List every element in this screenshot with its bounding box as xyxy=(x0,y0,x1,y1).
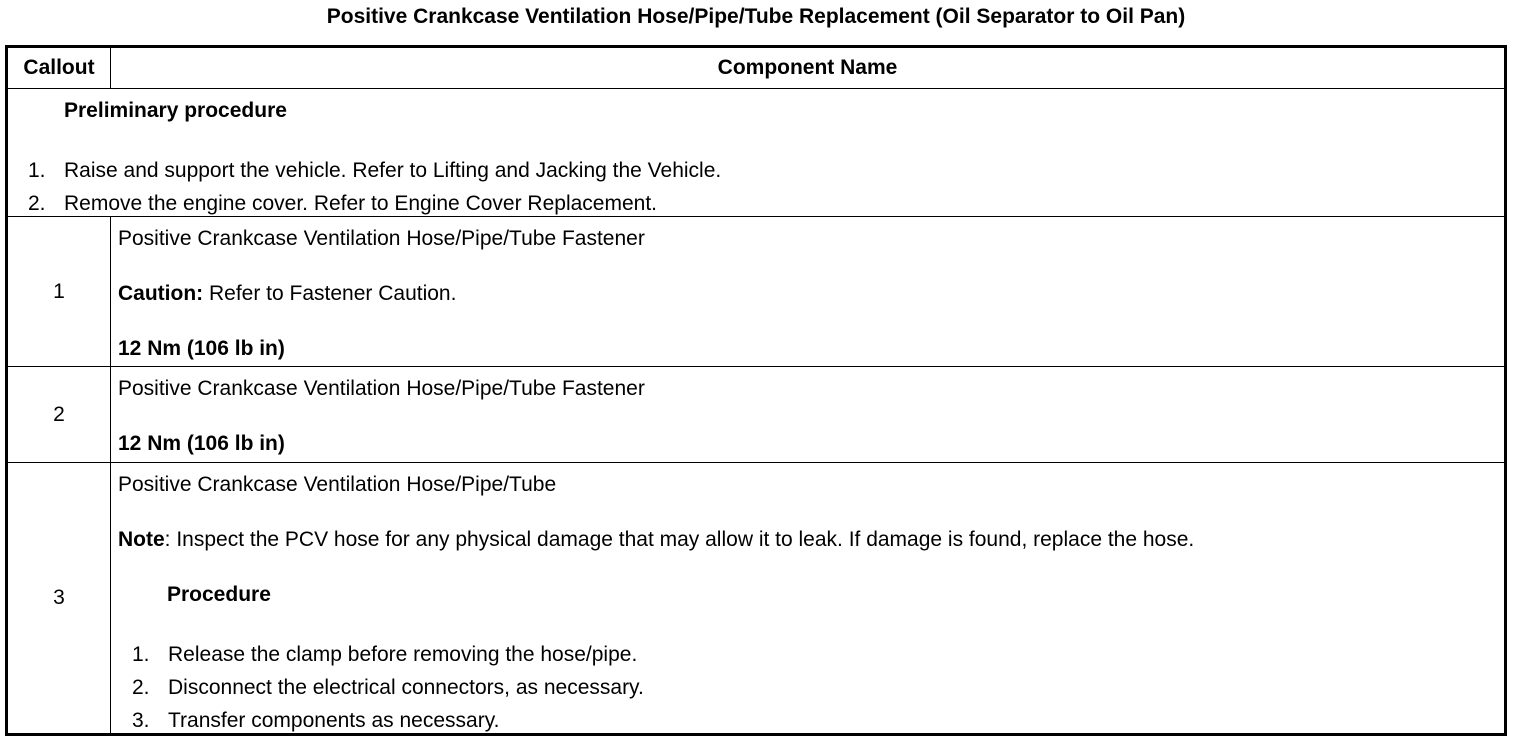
preliminary-cell xyxy=(7,89,1506,217)
step-number: 3. xyxy=(132,709,150,732)
note-label: Note xyxy=(118,528,165,551)
component-name: Positive Crankcase Ventilation Hose/Pipe/Tube Fastener xyxy=(118,377,645,400)
step-number: 1. xyxy=(132,643,150,666)
note-text: : Inspect the PCV hose for any physical damage that may allow it to leak. If damage is found, replace the hose. xyxy=(164,528,1195,551)
component-cell xyxy=(111,367,1506,463)
procedure-section xyxy=(118,583,1504,733)
table-row xyxy=(7,217,1506,367)
preliminary-row xyxy=(7,89,1506,217)
list-item xyxy=(132,671,644,704)
torque-spec: 12 Nm (106 lb in) xyxy=(118,432,285,455)
component-cell xyxy=(111,217,1506,367)
caution-line xyxy=(118,282,1504,306)
page-title: Positive Crankcase Ventilation Hose/Pipe/Tube Replacement (Oil Separator to Oil Pan) xyxy=(326,5,1186,28)
list-item xyxy=(28,187,721,220)
torque-spec: 12 Nm (106 lb in) xyxy=(118,337,285,360)
callout-number: 1 xyxy=(7,217,111,367)
table-row xyxy=(7,367,1506,463)
list-item xyxy=(132,638,644,671)
component-cell xyxy=(111,463,1506,735)
table-row xyxy=(7,463,1506,735)
step-text: Disconnect the electrical connectors, as necessary. xyxy=(168,676,644,699)
callout-number: 2 xyxy=(7,367,111,463)
preliminary-steps xyxy=(28,154,721,220)
step-text: Release the clamp before removing the hose/pipe. xyxy=(168,643,638,666)
procedure-heading: Procedure xyxy=(167,583,271,606)
step-text: Remove the engine cover. Refer to Engine Cover Replacement. xyxy=(64,192,657,215)
list-item xyxy=(132,704,644,737)
component-name: Positive Crankcase Ventilation Hose/Pipe/Tube xyxy=(118,473,557,496)
note-line xyxy=(118,528,1504,552)
procedure-steps xyxy=(132,638,644,737)
caution-text: Refer to Fastener Caution. xyxy=(203,282,457,305)
list-item xyxy=(28,154,721,187)
component-name-header: Component Name xyxy=(111,47,1506,89)
step-number: 1. xyxy=(28,159,46,182)
component-name: Positive Crankcase Ventilation Hose/Pipe/Tube Fastener xyxy=(118,227,645,250)
header-row xyxy=(7,47,1506,89)
step-text: Transfer components as necessary. xyxy=(168,709,500,732)
callout-number: 3 xyxy=(7,463,111,735)
preliminary-heading: Preliminary procedure xyxy=(64,99,287,122)
callout-header: Callout xyxy=(7,47,111,89)
caution-label: Caution: xyxy=(118,282,204,305)
step-text: Raise and support the vehicle. Refer to Lifting and Jacking the Vehicle. xyxy=(64,159,722,182)
step-number: 2. xyxy=(132,676,150,699)
step-number: 2. xyxy=(28,192,46,215)
procedure-table xyxy=(5,45,1507,736)
